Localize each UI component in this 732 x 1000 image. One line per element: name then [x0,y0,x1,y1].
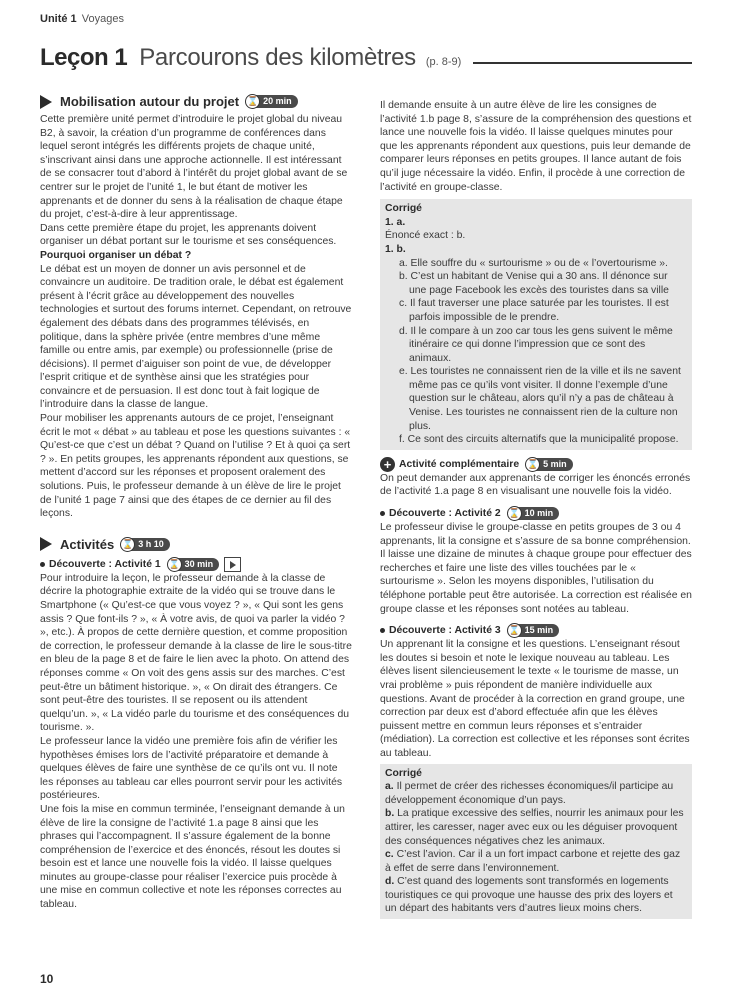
timer [525,457,573,472]
timer [507,506,560,521]
answer-row [385,780,687,807]
activity-heading [380,457,692,472]
answer-label: c. [385,849,394,861]
hourglass-icon: ⌛ [525,457,540,472]
section-mobilisation [40,94,353,109]
timer [245,94,298,109]
paragraph: Il demande ensuite à un autre élève de lire les consignes de l’activité 1.b page 8, s’assure de la compréhension des questions et lance une nouvelle fois la vidéo. Il laisse quelques minutes pour que les apprenants répondent aux questions, puis leur demande de comparer leurs réponses en petits groupes. Il lance autant de fois qu’il juge nécessaire la vidéo. Enfin, il procède à une correction de l’activité en groupe-classe. [380,100,692,193]
timer [507,623,560,638]
activity-title: Découverte : Activité 2 [389,507,501,519]
answer-text: C’est l’avion. Car il a un fort impact carbone et rejette des gaz à effet de serre dans l’environnement. [385,849,681,874]
duration-badge: 3 h 10 [130,538,170,551]
answer-text: C’est quand des logements sont transformés en logements touristiques ce qui provoque une hausse des prix des loyers et un départ des habitants vers d’autres lieux moins chers. [385,876,673,915]
corrige-box [380,199,692,450]
answer-label: d. [385,876,395,888]
subheading: Pourquoi organiser un débat ? [40,249,192,261]
play-arrow-icon [40,95,52,109]
list-item: b. C’est un habitant de Venise qui a 30 ans. Il dénonce sur une page Facebook les excès des touristes dans sa ville [399,271,669,296]
paragraph: Cette première unité permet d’introduire le projet global du niveau B2, à savoir, la création d’un programme de conférences dans lequel seront intégrés les différents projets de chaque unité, s’inscrivant ainsi dans une approche actionnelle. Il est intéressant de se consacrer tout d’abord à l’intérêt du projet global avant de se centrer sur le projet de l’unité 1, le but étant de motiver les apprenants et de donner du sens à la réalisation de chaque étape du projet, c’est-à-dire à leur apprentissage. [40,114,348,221]
lesson-title [40,44,692,76]
activity-heading [40,557,353,572]
hourglass-icon: ⌛ [507,506,522,521]
answer-text: Il permet de créer des richesses économiques/il participe au développement économique d’un pays. [385,781,674,806]
lesson-pages: (p. 8-9) [425,56,462,68]
bullet-icon [40,562,45,567]
duration-badge: 20 min [255,95,298,108]
paragraph: Pour mobiliser les apprenants autours de ce projet, l’enseignant écrit le mot « débat » au tableau et pose les questions suivantes : « Qu’est-ce que c’est un débat ? Quand on l’utilise ? Et à quoi ça sert ? ». En petits groupes, les apprenants répondent aux questions, se mettent d’accord sur les réponses et proposent oralement des solutions. Puis, le professeur demande à un élève de lire le projet de l’unité 1 page 7 ainsi que des étapes de ce dernier au fil des leçons. [40,413,351,520]
plus-icon: + [380,457,395,472]
timer [167,557,220,572]
duration-badge: 15 min [517,624,560,637]
activity-title: Activité complémentaire [399,458,520,470]
section-title: Mobilisation autour du projet [60,93,240,109]
answer-text: La pratique excessive des selfies, nourrir les animaux pour les attirer, les caresser, nager avec eux ou les déguiser provoquent des conséquences négatives chez les animaux. [385,808,684,847]
timer [120,537,170,552]
hourglass-icon: ⌛ [120,537,135,552]
corrige-box [380,764,692,920]
paragraph: Un apprenant lit la consigne et les questions. L’enseignant résout les doutes si besoin et note le lexique nouveau au tableau. Les élèves lisent silencieusement le texte « le tourisme de masse, un vrai problème » puis répondent de manière individuelle aux questions. Avant de procéder à la correction en grand groupe, une correction par deux est d’abord effectuée afin que les élèves puissent mettre en commun leurs réponses et s’entraider (médiation). La correction est collective et les réponses sont écrites au tableau. [380,639,690,759]
paragraph: Le débat est un moyen de donner un avis personnel et de convaincre un auditoire. De tradition orale, le débat est également présent à l’écrit grâce au développement des nouvelles technologies et surtout des forums internet. Cependant, on retrouve également des débats dans des programmes télévisés, en politique, dans la sphère privée (entre membres d’une même famille ou entre amis, par exemple) ou professionnelle (prise de décisions). Il permet d’aiguiser son point de vue, de développer l’esprit critique et de synthèse ainsi que les stratégies pour convaincre et de persuasion. Il est donc tout à fait logique de l’introduire dans la classe de langue. [40,263,352,411]
activity-title: Découverte : Activité 1 [49,558,161,570]
answer-label: b. [385,808,395,820]
section-activites [40,537,353,552]
duration-badge: 10 min [517,507,560,520]
activity-heading [380,623,692,638]
right-column [380,99,692,919]
activity-heading [380,506,692,521]
list-item: a. Elle souffre du « surtourisme » ou de « l’overtourisme ». [399,257,668,269]
bullet-icon [380,628,385,633]
answer-text: Énoncé exact : b. [385,230,466,242]
bullet-icon [380,511,385,516]
lesson-number: Leçon 1 [40,44,128,71]
title-rule [473,62,692,64]
hourglass-icon: ⌛ [167,557,182,572]
play-arrow-icon [40,537,52,551]
answer-label: 1. a. [385,216,406,228]
list-item: e. Les touristes ne connaissent rien de la ville et ils ne savent même pas ce qu’ils vont visiter. Il donne l’exemple d’une question sur le château, alors qu’il n’y a pas de château à Venise. Les touristes ne connaissent rien de la culture non plus. [399,366,681,432]
answer-row [385,807,687,848]
paragraph: Le professeur lance la vidéo une première fois afin de vérifier les hypothèses émises lors de l’activité préparatoire et demande à quelques élèves de faire une synthèse de ce qu’ils ont vu. Il note les réponses au tableau car elles pourront servir pour les activités postérieures. [40,735,343,802]
duration-badge: 5 min [535,458,573,471]
activity-title: Découverte : Activité 3 [389,624,501,636]
corrige-title: Corrigé [385,767,422,779]
corrige-title: Corrigé [385,203,422,215]
unit-header [40,13,124,25]
answer-list [385,257,687,447]
paragraph: Dans cette première étape du projet, les apprenants doivent organiser un débat portant sur le tourisme et ses conséquences. [40,222,337,248]
duration-badge: 30 min [177,558,220,571]
hourglass-icon: ⌛ [507,623,522,638]
answer-row [385,875,687,916]
list-item: c. Il faut traverser une place saturée par les touristes. Il est parfois impossible de le prendre. [399,298,669,323]
lesson-name: Parcourons des kilomètres [139,44,416,71]
answer-row [385,848,687,875]
list-item: f. Ce sont des circuits alternatifs que la municipalité propose. [399,434,679,446]
paragraph: Une fois la mise en commun terminée, l’enseignant demande à un élève de lire la consigne de l’activité 1.a page 8 ainsi que les phrases qui l’accompagnent. Il s’assure également de la bonne compréhension de l’exercice et des énoncés, résout les doutes si besoin est et lance une nouvelle fois la vidéo. Il laisse quelques minutes au groupe-classe pour réaliser l’exercice puis procède à une mise en commun collective et note les réponses correctes au tableau. [40,803,345,911]
page-number: 10 [40,972,54,986]
video-icon [224,557,241,572]
unit-label: Unité 1 [40,13,77,25]
list-item: d. Il le compare à un zoo car tous les gens suivent le même itinéraire ce qui donne l’impression que ce sont des animaux. [399,325,673,364]
left-column [40,94,353,912]
paragraph: On peut demander aux apprenants de corriger les énoncés erronés de l’activité 1.a page 8 en visualisant une nouvelle fois la vidéo. [380,472,691,498]
section-title: Activités [60,536,115,552]
paragraph: Le professeur divise le groupe-classe en petits groupes de 3 ou 4 apprenants, lit la consigne et s’assure de sa bonne compréhension. Il laisse une dizaine de minutes à chaque groupe pour effectuer des recherches et faire une liste des villes touchées par le « surtourisme ». Selon les moyens disponibles, l’utilisation du téléphone portable peut être autorisée. La correction est réalisée en groupe classe et les réponses sont notées au tableau. [380,522,692,615]
answer-label: 1. b. [385,243,406,255]
paragraph: Pour introduire la leçon, le professeur demande à la classe de décrire la photographie extraite de la vidéo qui se trouve dans le Smartphone (« Qu’est-ce que vous voyez ? », « Qui sont les gens assis ? Que font-ils ? », « À votre avis, de quoi va parler la vidéo ? », etc.). À propos de cette dernière question, et comme proposition de correction, le professeur demande à la classe de lire le sous-titre en bleu de la page 8 et de faire le lien avec la photo. On attend des réponses comme « On voit des gens assis sur des marches. C’est peut-être un bâtiment historique. », « On dirait des étrangers. Ce sont peut-être des touristes. Il se reposent ou ils attendent quelqu’un. », « La vidéo parle du tourisme et des conséquences du tourisme. ». [40,572,352,734]
unit-title: Voyages [81,13,124,25]
answer-label: a. [385,781,394,793]
hourglass-icon: ⌛ [245,94,260,109]
